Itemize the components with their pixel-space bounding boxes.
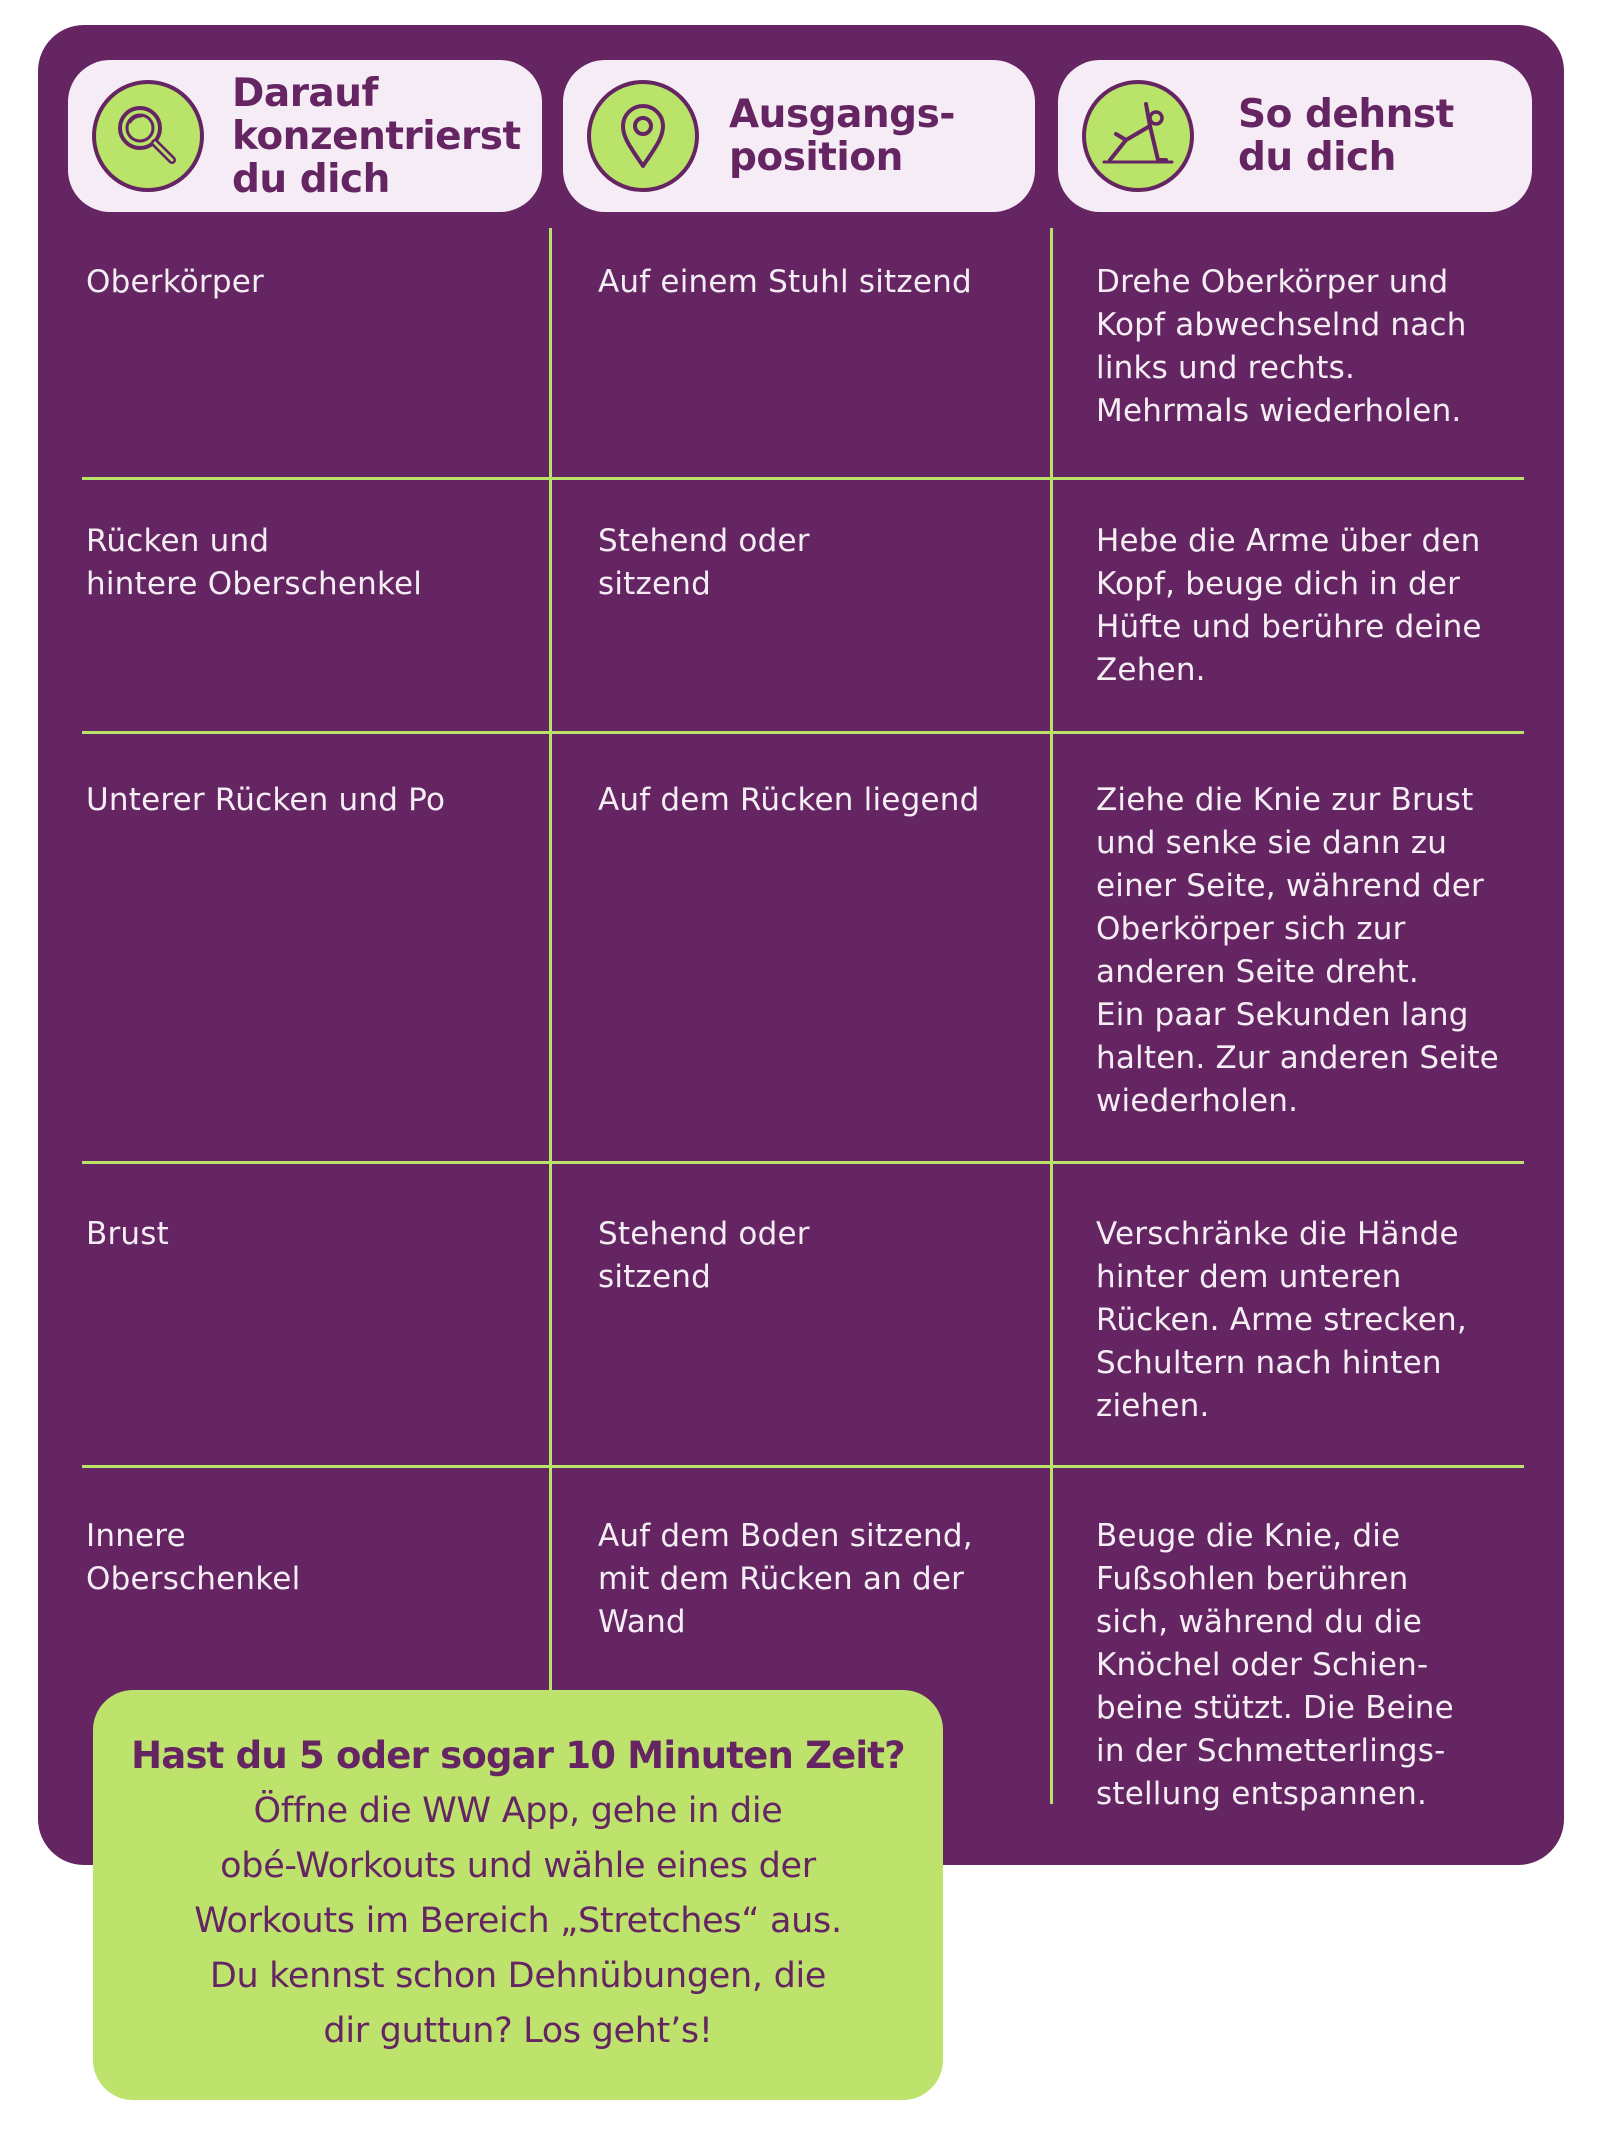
cell-focus: [86, 779, 445, 822]
cell-line: Ziehe die Knie zur Brust: [1096, 782, 1474, 818]
cell-line: Rücken und: [86, 523, 270, 559]
cell-line: Unterer Rücken und Po: [86, 782, 446, 818]
cell-line: stellung entspannen.: [1096, 1776, 1427, 1812]
row-divider: [82, 1161, 1524, 1164]
cell-line: Kopf abwechselnd nach: [1096, 307, 1467, 343]
callout-title: Hast du 5 oder sogar 10 Minuten Zeit?: [131, 1734, 905, 1777]
header-focus: [68, 60, 542, 212]
cell-line: Auf dem Rücken liegend: [598, 782, 980, 818]
cell-line: anderen Seite dreht.: [1096, 954, 1419, 990]
header-line: position: [729, 135, 903, 180]
callout-line: dir guttun? Los geht’s!: [323, 2011, 713, 2051]
cell-focus: [86, 1515, 300, 1601]
cell-line: einer Seite, während der: [1096, 868, 1484, 904]
header-title: [1238, 93, 1454, 179]
cell-line: Innere: [86, 1518, 186, 1554]
callout-line: obé-Workouts und wähle eines der: [220, 1846, 816, 1886]
header-line: konzentrierst: [232, 113, 521, 159]
header-howto: [1058, 60, 1532, 212]
callout-line: Workouts im Bereich „Stretches“ aus.: [194, 1901, 842, 1941]
cell-line: beine stützt. Die Beine: [1096, 1690, 1454, 1726]
header-title: [232, 72, 521, 201]
cell-line: Zehen.: [1096, 652, 1206, 688]
cell-line: Mehrmals wiederholen.: [1096, 393, 1462, 429]
cell-position: [598, 1515, 973, 1644]
header-line: Darauf: [232, 70, 378, 116]
cell-line: Kopf, beuge dich in der: [1096, 566, 1461, 602]
cell-line: Stehend oder: [598, 523, 810, 559]
cell-line: Auf dem Boden sitzend,: [598, 1518, 973, 1554]
cell-line: sitzend: [598, 1259, 711, 1295]
cell-line: mit dem Rücken an der: [598, 1561, 965, 1597]
cell-line: Auf einem Stuhl sitzend: [598, 264, 972, 300]
cell-focus: [86, 1213, 169, 1256]
cell-line: halten. Zur anderen Seite: [1096, 1040, 1499, 1076]
cell-line: Brust: [86, 1216, 169, 1252]
cell-howto: [1096, 261, 1467, 433]
cell-focus: [86, 520, 422, 606]
cell-line: Verschränke die Hände: [1096, 1216, 1459, 1252]
cell-line: Stehend oder: [598, 1216, 810, 1252]
cell-line: Knöchel oder Schien-: [1096, 1647, 1429, 1683]
location-pin-icon: [587, 80, 699, 192]
header-position: [563, 60, 1035, 212]
cell-howto: [1096, 779, 1499, 1123]
search-icon: [92, 80, 204, 192]
callout-line: Öffne die WW App, gehe in die: [253, 1791, 783, 1831]
cell-line: Beuge die Knie, die: [1096, 1518, 1401, 1554]
cell-line: hinter dem unteren: [1096, 1259, 1402, 1295]
header-line: du dich: [1238, 135, 1396, 180]
cell-line: Drehe Oberkörper und: [1096, 264, 1449, 300]
cell-position: [598, 261, 972, 304]
cell-line: in der Schmetterlings-: [1096, 1733, 1446, 1769]
cell-position: [598, 779, 979, 822]
cell-howto: [1096, 1213, 1467, 1428]
column-divider: [1050, 228, 1053, 1804]
cell-line: Oberkörper: [86, 264, 264, 300]
cell-line: Rücken. Arme strecken,: [1096, 1302, 1467, 1338]
cell-line: sitzend: [598, 566, 711, 602]
row-divider: [82, 1465, 1524, 1468]
app-tip-callout: [93, 1690, 943, 2100]
cell-position: [598, 1213, 810, 1299]
cell-position: [598, 520, 810, 606]
header-line: du dich: [232, 156, 390, 202]
cell-line: und senke sie dann zu: [1096, 825, 1448, 861]
cell-howto: [1096, 1515, 1454, 1816]
cell-line: wiederholen.: [1096, 1083, 1299, 1119]
cell-line: Wand: [598, 1604, 686, 1640]
row-divider: [82, 731, 1524, 734]
cell-line: Oberkörper sich zur: [1096, 911, 1406, 947]
cell-line: Fußsohlen berühren: [1096, 1561, 1409, 1597]
cell-line: Ein paar Sekunden lang: [1096, 997, 1469, 1033]
header-line: Ausgangs-: [729, 92, 955, 137]
header-title: [729, 93, 955, 179]
row-divider: [82, 477, 1524, 480]
column-divider: [549, 228, 552, 1693]
cell-line: hintere Oberschenkel: [86, 566, 423, 602]
cell-line: Schultern nach hinten: [1096, 1345, 1442, 1381]
cell-line: Oberschenkel: [86, 1561, 301, 1597]
header-line: So dehnst: [1238, 92, 1454, 137]
cell-focus: [86, 261, 264, 304]
stretching-person-icon: [1082, 80, 1194, 192]
cell-line: ziehen.: [1096, 1388, 1210, 1424]
callout-line: Du kennst schon Dehnübungen, die: [209, 1956, 827, 1996]
cell-line: Hüfte und berühre deine: [1096, 609, 1482, 645]
cell-howto: [1096, 520, 1482, 692]
cell-line: sich, während du die: [1096, 1604, 1423, 1640]
cell-line: Hebe die Arme über den: [1096, 523, 1481, 559]
cell-line: links und rechts.: [1096, 350, 1356, 386]
